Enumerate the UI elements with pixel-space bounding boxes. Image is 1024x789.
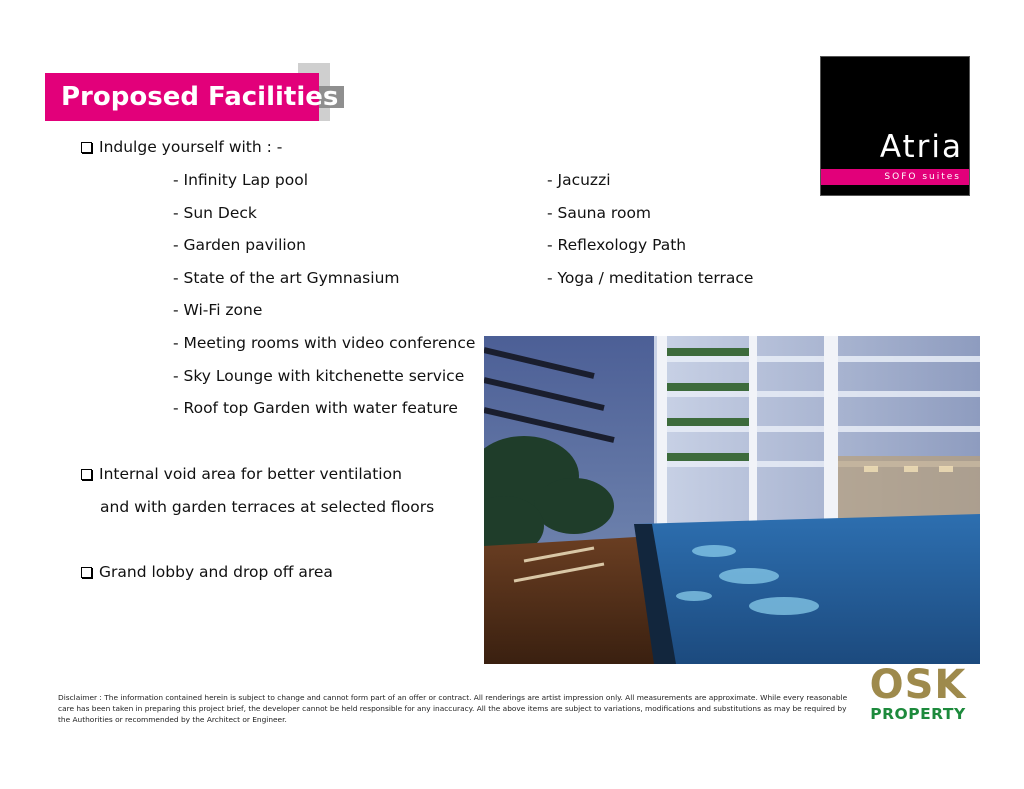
facility-item: - Sauna room (547, 204, 652, 222)
checkbox-icon (81, 567, 92, 578)
checkbox-icon (81, 142, 92, 153)
facility-item: - Reflexology Path (547, 236, 687, 254)
logo-name: Atria (879, 129, 963, 165)
lobby-point (81, 562, 333, 582)
ventilation-line2: and with garden terraces at selected floors (100, 498, 435, 516)
facility-item: - Meeting rooms with video conference (173, 334, 476, 352)
pool-rendering-image (484, 336, 980, 664)
ventilation-point (81, 464, 402, 484)
intro-point (81, 137, 282, 157)
facility-item: - Roof top Garden with water feature (173, 399, 458, 417)
facility-item: - Wi-Fi zone (173, 301, 263, 319)
facility-item: - Yoga / meditation terrace (547, 269, 754, 287)
facility-item: - State of the art Gymnasium (173, 269, 400, 287)
facility-item: - Sun Deck (173, 204, 257, 222)
facility-item: - Garden pavilion (173, 236, 306, 254)
intro-text: Indulge yourself with : - (99, 138, 283, 156)
checkbox-icon (81, 469, 92, 480)
logo-tagline: SOFO suites (884, 172, 961, 182)
page-title: Proposed Facilities (45, 73, 319, 121)
osk-logo-word: OSK (869, 662, 967, 708)
facility-item: - Jacuzzi (547, 171, 611, 189)
facility-item: - Infinity Lap pool (173, 171, 308, 189)
atria-logo (820, 56, 970, 196)
facility-item: - Sky Lounge with kitchenette service (173, 367, 465, 385)
disclaimer-text: Disclaimer : The information contained herein is subject to change and cannot form part of an offer or contract. All renderings are artist impression only. All measurements are approximate. While every reasonable care has been taken in preparing this project brief, the developer cannot be held responsible for any inaccuracy. All the above items are subject to variations, modifications and substitutions as may be required by the Authorities or recommended by the Architect or Engineer. (58, 693, 848, 724)
osk-logo-property: PROPERTY (870, 705, 966, 723)
ventilation-line1: Internal void area for better ventilation (99, 465, 402, 483)
lobby-text: Grand lobby and drop off area (99, 563, 333, 581)
